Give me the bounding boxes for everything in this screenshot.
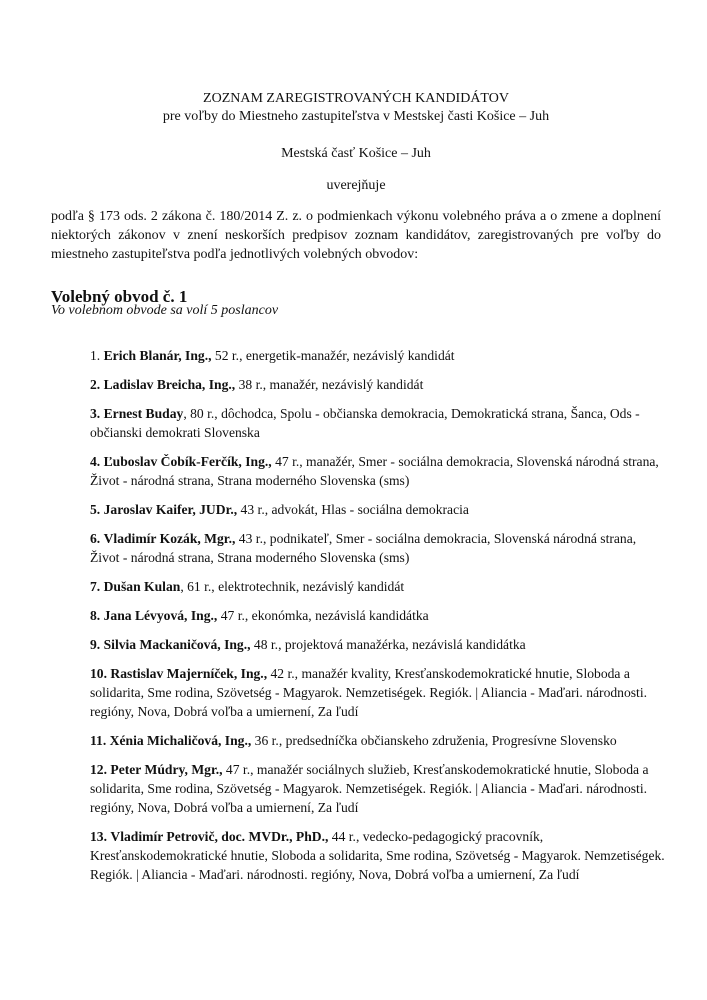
- candidate-details: 44 r., vedecko-pedagogický pracovník, Kresťanskodemokratické hnutie, Sloboda a solidarita, Sme rodina, Szövetség - Magyarok. Nemzetiségek. Regiók. | Aliancia - Maďari. národnosti. regióny, Nova, Dobrá voľba a umiernení, Za ľudí: [90, 829, 665, 882]
- candidate-name: Vladimír Kozák, Mgr.,: [103, 531, 236, 546]
- candidate-number: 6.: [90, 531, 101, 546]
- candidate-name: Rastislav Majerníček, Ing.,: [110, 666, 268, 681]
- candidate-details: 52 r., energetik-manažér, nezávislý kandidát: [211, 348, 455, 363]
- candidate-entry: [90, 827, 665, 884]
- candidate-name: Ladislav Breicha, Ing.,: [103, 377, 236, 392]
- candidate-entry: [90, 731, 665, 750]
- candidate-name: Vladimír Petrovič, doc. MVDr., PhD.,: [110, 829, 329, 844]
- candidate-entry: [90, 500, 665, 519]
- candidate-number: 1.: [90, 348, 101, 363]
- candidate-number: 9.: [90, 637, 101, 652]
- candidate-details: 47 r., ekonómka, nezávislá kandidátka: [217, 608, 429, 623]
- district-note: Vo volebnom obvode sa volí 5 poslancov: [51, 303, 279, 318]
- candidate-name: Jana Lévyová, Ing.,: [103, 608, 218, 623]
- candidate-number: 2.: [90, 377, 101, 392]
- candidate-details: 43 r., podnikateľ, Smer - sociálna demokracia, Slovenská národná strana, Život - národná strana, Strana moderného Slovenska (sms): [90, 531, 637, 565]
- candidate-entry: [90, 606, 665, 625]
- candidate-name: Ľuboslav Čobík-Ferčík, Ing.,: [103, 454, 272, 469]
- candidate-details: 38 r., manažér, nezávislý kandidát: [235, 377, 424, 392]
- candidate-details: 42 r., manažér kvality, Kresťanskodemokratické hnutie, Sloboda a solidarita, Sme rodina, Szövetség - Magyarok. Nemzetiségek. Regiók. | Aliancia - Maďari. národnosti. regióny, Nova, Dobrá voľba a umiernení, Za ľudí: [90, 666, 648, 719]
- candidate-details: , 61 r., elektrotechnik, nezávislý kandidát: [180, 579, 405, 594]
- candidate-list: [90, 346, 665, 894]
- candidate-number: 11.: [90, 733, 107, 748]
- candidate-entry: [90, 529, 665, 567]
- candidate-entry: [90, 760, 665, 817]
- candidate-entry: [90, 635, 665, 654]
- candidate-name: Erich Blanár, Ing.,: [103, 348, 212, 363]
- candidate-number: 12.: [90, 762, 107, 777]
- candidate-number: 8.: [90, 608, 101, 623]
- candidate-entry: [90, 664, 665, 721]
- candidate-number: 5.: [90, 502, 101, 517]
- city-district: Mestská časť Košice – Juh: [281, 146, 431, 161]
- candidate-details: 43 r., advokát, Hlas - sociálna demokracia: [237, 502, 469, 517]
- candidate-entry: [90, 452, 665, 490]
- publishes-label: uverejňuje: [326, 178, 386, 193]
- candidate-name: Ernest Buday: [103, 406, 184, 421]
- candidate-number: 13.: [90, 829, 107, 844]
- district-title: Volebný obvod č. 1: [51, 287, 188, 306]
- candidate-details: 36 r., predsedníčka občianskeho združenia, Progresívne Slovensko: [251, 733, 617, 748]
- candidate-name: Dušan Kulan: [103, 579, 181, 594]
- candidate-details: , 80 r., dôchodca, Spolu - občianska demokracia, Demokratická strana, Šanca, Ods - občianski demokrati Slovenska: [90, 406, 640, 440]
- candidate-entry: [90, 346, 665, 365]
- candidate-name: Xénia Michaličová, Ing.,: [109, 733, 252, 748]
- candidate-number: 4.: [90, 454, 101, 469]
- candidate-details: 47 r., manažér sociálnych služieb, Kresťanskodemokratické hnutie, Sloboda a solidarita, Sme rodina, Szövetség - Magyarok. Nemzetiségek. Regiók. | Aliancia - Maďari. národnosti. regióny, Nova, Dobrá voľba a umiernení, Za ľudí: [90, 762, 649, 815]
- candidate-details: 47 r., manažér, Smer - sociálna demokracia, Slovenská národná strana, Život - národná strana, Strana moderného Slovenska (sms): [90, 454, 659, 488]
- intro-paragraph: podľa § 173 ods. 2 zákona č. 180/2014 Z. z. o podmienkach výkonu volebného práva a o zmene a doplnení niektorých zákonov v znení neskorších predpisov zoznam kandidátov, zaregistrovaných pre voľby do miestneho zastupiteľstva podľa jednotlivých volebných obvodov:: [51, 209, 661, 262]
- candidate-entry: [90, 577, 665, 596]
- candidate-details: 48 r., projektová manažérka, nezávislá kandidátka: [250, 637, 526, 652]
- candidate-number: 10.: [90, 666, 107, 681]
- candidate-number: 7.: [90, 579, 101, 594]
- candidate-entry: [90, 404, 665, 442]
- candidate-entry: [90, 375, 665, 394]
- candidate-name: Silvia Mackaničová, Ing.,: [103, 637, 251, 652]
- document-subtitle: pre voľby do Miestneho zastupiteľstva v Mestskej časti Košice – Juh: [162, 109, 550, 124]
- candidate-name: Jaroslav Kaifer, JUDr.,: [103, 502, 238, 517]
- candidate-number: 3.: [90, 406, 101, 421]
- document-title: ZOZNAM ZAREGISTROVANÝCH KANDIDÁTOV: [203, 91, 509, 106]
- candidate-name: Peter Múdry, Mgr.,: [110, 762, 223, 777]
